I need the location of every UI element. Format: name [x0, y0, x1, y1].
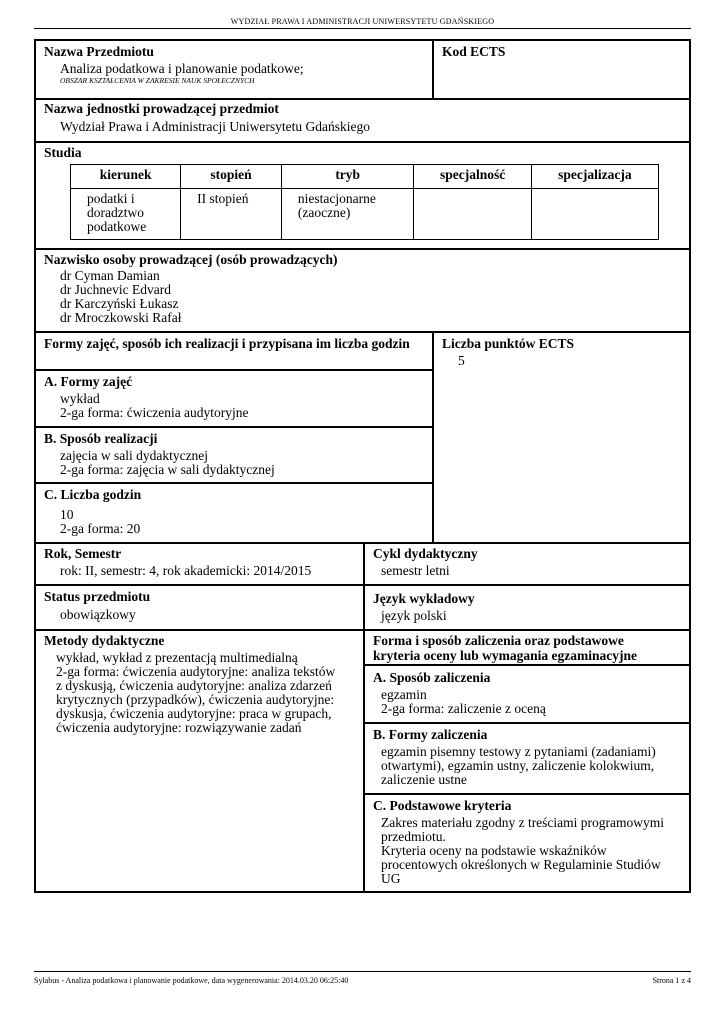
kod-ects-cell	[442, 44, 682, 59]
formy-c-value: 10	[60, 507, 74, 522]
jednostka-label: Nazwa jednostki prowadzącej przedmiot	[44, 101, 279, 116]
metody-label: Metody dydaktyczne	[44, 633, 165, 648]
prowadzacy-name: dr Mroczkowski Rafał	[60, 310, 182, 325]
header-tryb: tryb	[281, 165, 414, 189]
divider	[36, 482, 432, 484]
studia-data-row	[71, 189, 659, 240]
jednostka-cell	[44, 101, 674, 134]
zaliczenie-b-cell	[373, 727, 688, 787]
metody-line: krytycznych (przypadków), ćwiczenia audytoryjne:	[56, 692, 335, 707]
header-stopien: stopień	[181, 165, 282, 189]
ects-cell	[442, 336, 682, 368]
cykl-label: Cykl dydaktyczny	[373, 546, 478, 561]
metody-line: wykład, wykład z prezentacją multimedialną	[56, 650, 298, 665]
status-value: obowiązkowy	[60, 607, 136, 622]
zaliczenie-b-line: zaliczenie ustne	[381, 772, 467, 787]
zaliczenie-c-label: C. Podstawowe kryteria	[373, 798, 512, 813]
zaliczenie-header-cell	[373, 633, 688, 663]
header-specjalizacja: specjalizacja	[531, 165, 658, 189]
zaliczenie-b-label: B. Formy zaliczenia	[373, 727, 488, 742]
cell-stopien: II stopień	[181, 189, 282, 240]
zaliczenie-a-cell	[373, 670, 688, 716]
formy-a-label: A. Formy zajęć	[44, 374, 133, 389]
cell-specjalnosc	[414, 189, 531, 240]
rok-label: Rok, Semestr	[44, 546, 122, 561]
cykl-cell	[373, 546, 683, 578]
cell-specjalizacja	[531, 189, 658, 240]
prowadzacy-name: dr Karczyński Łukasz	[60, 296, 179, 311]
rok-value: rok: II, semestr: 4, rok akademicki: 2014/2015	[60, 563, 312, 578]
przedmiot-cell	[44, 44, 424, 86]
obszar-ksztalcenia: OBSZAR KSZTAŁCENIA W ZAKRESIE NAUK SPOŁECZNYCH	[60, 76, 255, 85]
divider	[36, 141, 689, 143]
formy-b-value: zajęcia w sali dydaktycznej	[60, 448, 209, 463]
ects-value: 5	[458, 353, 465, 368]
jezyk-label: Język wykładowy	[373, 591, 475, 606]
divider	[432, 331, 434, 542]
formy-c-cell	[44, 487, 424, 536]
prowadzacy-list	[44, 269, 674, 325]
metody-line: ćwiczenia audytoryjne: rozwiązywanie zadań	[56, 720, 302, 735]
zaliczenie-c-line: Kryteria oceny na podstawie wskaźników	[381, 843, 607, 858]
status-label: Status przedmiotu	[44, 589, 151, 604]
divider	[36, 369, 432, 371]
divider	[36, 331, 689, 333]
jezyk-value: język polski	[381, 608, 447, 623]
zaliczenie-label: Forma i sposób zaliczenia oraz podstawowe kryteria oceny lub wymagania egzaminacyjne	[373, 633, 637, 663]
jezyk-cell	[373, 589, 683, 623]
divider	[363, 793, 689, 795]
divider	[432, 41, 434, 98]
formy-b-label: B. Sposób realizacji	[44, 431, 158, 446]
formy-c-label: C. Liczba godzin	[44, 487, 142, 502]
footer-generated-info: Sylabus - Analiza podatkowa i planowanie podatkowe, data wygenerowania: 2014.03.20 06:25:40	[34, 976, 349, 985]
studia-header-row	[71, 165, 659, 189]
header-rule	[34, 28, 691, 29]
zaliczenie-c-line: UG	[381, 871, 401, 886]
status-cell	[44, 589, 354, 622]
formy-b-cell	[44, 431, 424, 477]
cykl-value: semestr letni	[381, 563, 450, 578]
zaliczenie-c-line: przedmiotu.	[381, 829, 446, 844]
footer-rule	[34, 971, 691, 972]
prowadzacy-name: dr Cyman Damian	[60, 268, 160, 283]
formy-cell	[44, 336, 424, 351]
metody-cell	[44, 633, 359, 735]
studia-label: Studia	[44, 145, 82, 160]
divider	[36, 584, 689, 586]
page-number: Strona 1 z 4	[652, 976, 691, 985]
zaliczenie-b-line: egzamin pisemny testowy z pytaniami (zadaniami)	[381, 744, 656, 759]
ects-label: Liczba punktów ECTS	[442, 336, 575, 351]
cell-kierunek: podatki i doradztwo podatkowe	[71, 189, 181, 240]
formy-c-value: 2-ga forma: 20	[60, 521, 141, 536]
zaliczenie-a-label: A. Sposób zaliczenia	[373, 670, 491, 685]
jednostka-value: Wydział Prawa i Administracji Uniwersytetu Gdańskiego	[60, 119, 370, 134]
divider	[36, 426, 432, 428]
header-specjalnosc: specjalność	[414, 165, 531, 189]
formy-b-value: 2-ga forma: zajęcia w sali dydaktycznej	[60, 462, 275, 477]
rok-cell	[44, 546, 354, 578]
metody-line: z dyskusją, ćwiczenia audytoryjne: analiza zdarzeń	[56, 678, 332, 693]
cell-tryb: niestacjonarne (zaoczne)	[281, 189, 414, 240]
zaliczenie-a-value: egzamin	[381, 687, 427, 702]
formy-a-value: 2-ga forma: ćwiczenia audytoryjne	[60, 405, 249, 420]
prowadzacy-name: dr Juchnevic Edvard	[60, 282, 171, 297]
metody-line: 2-ga forma: ćwiczenia audytoryjne: analiza tekstów	[56, 664, 336, 679]
zaliczenie-c-line: Zakres materiału zgodny z treściami programowymi	[381, 815, 665, 830]
prowadzacy-cell	[44, 252, 674, 325]
header-kierunek: kierunek	[71, 165, 181, 189]
prowadzacy-label: Nazwisko osoby prowadzącej (osób prowadzących)	[44, 252, 338, 267]
formy-a-value: wykład	[60, 391, 100, 406]
formy-a-cell	[44, 374, 424, 420]
przedmiot-label: Nazwa Przedmiotu	[44, 44, 154, 59]
divider	[36, 248, 689, 250]
divider	[36, 629, 689, 631]
divider	[36, 98, 689, 100]
zaliczenie-a-value: 2-ga forma: zaliczenie z oceną	[381, 701, 546, 716]
zaliczenie-b-line: otwartymi), egzamin ustny, zaliczenie kolokwium,	[381, 758, 655, 773]
zaliczenie-c-cell	[373, 798, 688, 886]
syllabus-form	[34, 39, 691, 893]
kod-ects-label: Kod ECTS	[442, 44, 506, 59]
divider	[363, 722, 689, 724]
metody-line: dyskusja, ćwiczenia audytoryjne: praca w grupach,	[56, 706, 332, 721]
divider	[363, 542, 365, 893]
document-header: WYDZIAŁ PRAWA I ADMINISTRACJI UNIWERSYTETU GDAŃSKIEGO	[230, 17, 495, 26]
zaliczenie-c-line: procentowych określonych w Regulaminie Studiów	[381, 857, 661, 872]
formy-label: Formy zajęć, sposób ich realizacji i przypisana im liczba godzin	[44, 336, 410, 351]
studia-table	[70, 164, 659, 240]
divider	[363, 664, 689, 666]
przedmiot-value: Analiza podatkowa i planowanie podatkowe;	[60, 61, 304, 76]
